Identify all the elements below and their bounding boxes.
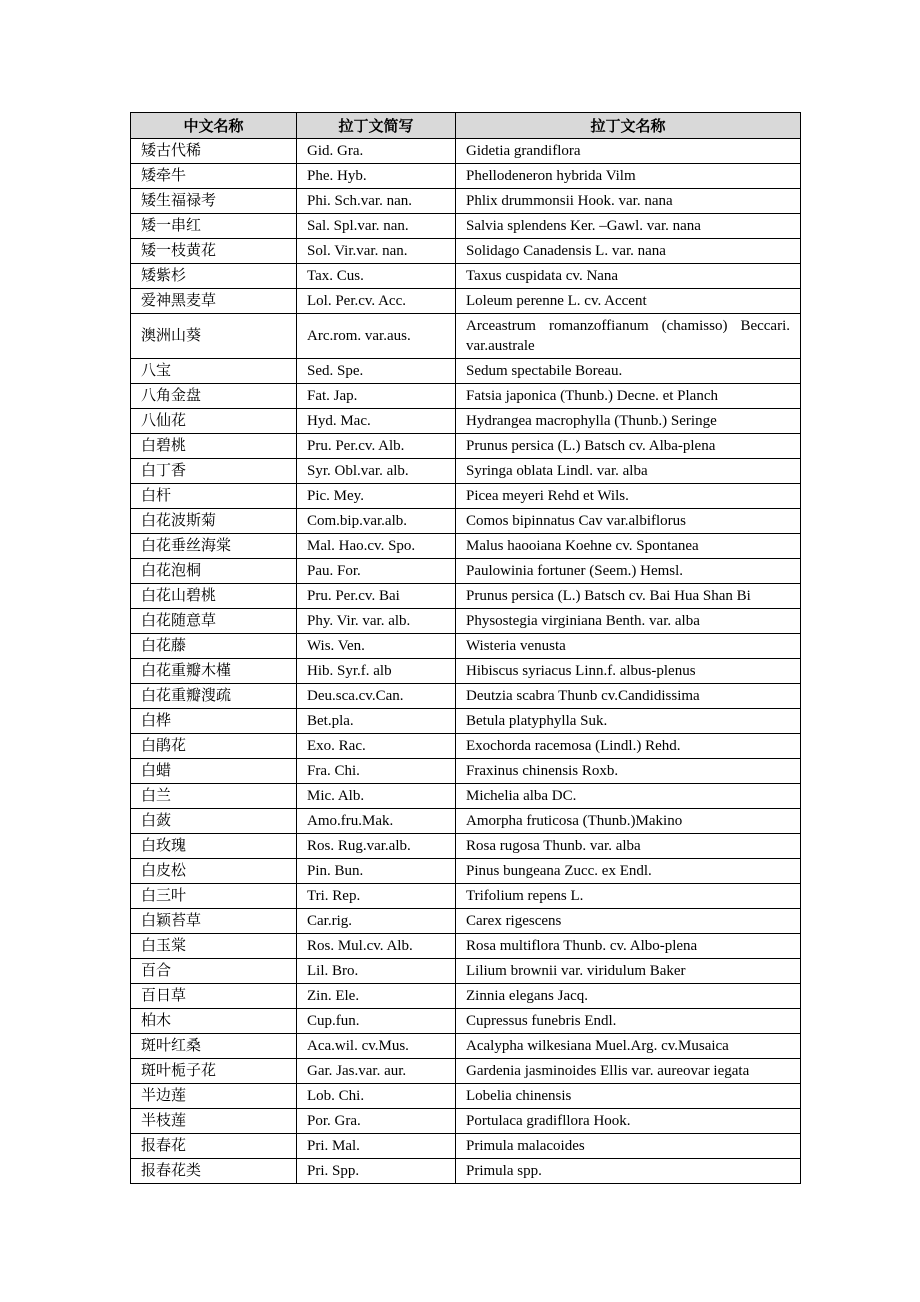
chinese-name-cell: 澳洲山葵 [131,314,297,359]
latin-name-cell: Gardenia jasminoides Ellis var. aureovar iegata [456,1059,801,1084]
latin-abbreviation-cell: Pin. Bun. [297,859,456,884]
table-row [131,1034,801,1059]
chinese-name-cell: 白玫瑰 [131,834,297,859]
latin-abbreviation-cell: Zin. Ele. [297,984,456,1009]
latin-abbreviation-cell: Pau. For. [297,559,456,584]
latin-name-cell: Exochorda racemosa (Lindl.) Rehd. [456,734,801,759]
chinese-name-cell: 矮生福禄考 [131,189,297,214]
latin-name-cell: Portulaca gradifllora Hook. [456,1109,801,1134]
latin-abbreviation-cell: Ros. Mul.cv. Alb. [297,934,456,959]
latin-name-cell: Phlix drummonsii Hook. var. nana [456,189,801,214]
latin-abbreviation-cell: Por. Gra. [297,1109,456,1134]
latin-abbreviation-cell: Pru. Per.cv. Bai [297,584,456,609]
chinese-name-cell: 矮牵牛 [131,164,297,189]
table-row [131,684,801,709]
latin-name-cell: Hibiscus syriacus Linn.f. albus-plenus [456,659,801,684]
chinese-name-cell: 矮一串红 [131,214,297,239]
latin-abbreviation-cell: Pri. Mal. [297,1134,456,1159]
table-body [131,139,801,1184]
column-header-latin-name: 拉丁文名称 [456,113,801,139]
latin-abbreviation-cell: Fra. Chi. [297,759,456,784]
chinese-name-cell: 白花随意草 [131,609,297,634]
latin-name-cell: Sedum spectabile Boreau. [456,359,801,384]
chinese-name-cell: 白花山碧桃 [131,584,297,609]
latin-name-cell: Picea meyeri Rehd et Wils. [456,484,801,509]
latin-name-cell: Wisteria venusta [456,634,801,659]
table-row [131,214,801,239]
latin-abbreviation-cell: Sed. Spe. [297,359,456,384]
table-row [131,759,801,784]
latin-abbreviation-cell: Cup.fun. [297,1009,456,1034]
latin-name-cell: Fraxinus chinensis Roxb. [456,759,801,784]
chinese-name-cell: 斑叶栀子花 [131,1059,297,1084]
latin-abbreviation-cell: Car.rig. [297,909,456,934]
column-header-latin-abbreviation: 拉丁文简写 [297,113,456,139]
latin-name-cell: Carex rigescens [456,909,801,934]
latin-name-cell: Primula spp. [456,1159,801,1184]
chinese-name-cell: 白颖苔草 [131,909,297,934]
latin-abbreviation-cell: Wis. Ven. [297,634,456,659]
table-row [131,1059,801,1084]
chinese-name-cell: 矮古代稀 [131,139,297,164]
latin-name-cell: Salvia splendens Ker. –Gawl. var. nana [456,214,801,239]
chinese-name-cell: 白花重瓣溲疏 [131,684,297,709]
latin-abbreviation-cell: Deu.sca.cv.Can. [297,684,456,709]
table-row [131,909,801,934]
table-row [131,984,801,1009]
latin-abbreviation-cell: Phi. Sch.var. nan. [297,189,456,214]
latin-name-cell: Syringa oblata Lindl. var. alba [456,459,801,484]
latin-abbreviation-cell: Pri. Spp. [297,1159,456,1184]
chinese-name-cell: 矮紫杉 [131,264,297,289]
table-row [131,834,801,859]
latin-name-cell: Comos bipinnatus Cav var.albiflorus [456,509,801,534]
table-row [131,534,801,559]
table-row [131,384,801,409]
chinese-name-cell: 白花波斯菊 [131,509,297,534]
latin-name-cell: Betula platyphylla Suk. [456,709,801,734]
latin-name-cell: Deutzia scabra Thunb cv.Candidissima [456,684,801,709]
chinese-name-cell: 白丁香 [131,459,297,484]
chinese-name-cell: 报春花 [131,1134,297,1159]
chinese-name-cell: 白花重瓣木槿 [131,659,297,684]
latin-name-cell: Fatsia japonica (Thunb.) Decne. et Planch [456,384,801,409]
table-row [131,264,801,289]
latin-name-cell: Prunus persica (L.) Batsch cv. Bai Hua Shan Bi [456,584,801,609]
chinese-name-cell: 爱神黑麦草 [131,289,297,314]
latin-name-cell: Rosa multiflora Thunb. cv. Albo-plena [456,934,801,959]
chinese-name-cell: 斑叶红桑 [131,1034,297,1059]
table-row [131,609,801,634]
chinese-name-cell: 报春花类 [131,1159,297,1184]
latin-abbreviation-cell: Lob. Chi. [297,1084,456,1109]
chinese-name-cell: 白桦 [131,709,297,734]
latin-abbreviation-cell: Tax. Cus. [297,264,456,289]
table-row [131,884,801,909]
chinese-name-cell: 白花泡桐 [131,559,297,584]
table-row [131,1159,801,1184]
chinese-name-cell: 百日草 [131,984,297,1009]
chinese-name-cell: 白杆 [131,484,297,509]
latin-name-cell: Pinus bungeana Zucc. ex Endl. [456,859,801,884]
table-row [131,359,801,384]
latin-abbreviation-cell: Gar. Jas.var. aur. [297,1059,456,1084]
table-row [131,139,801,164]
latin-abbreviation-cell: Lol. Per.cv. Acc. [297,289,456,314]
latin-name-cell: Loleum perenne L. cv. Accent [456,289,801,314]
table-row [131,1009,801,1034]
latin-name-cell: Lobelia chinensis [456,1084,801,1109]
chinese-name-cell: 半边莲 [131,1084,297,1109]
latin-name-cell: Amorpha fruticosa (Thunb.)Makino [456,809,801,834]
latin-abbreviation-cell: Bet.pla. [297,709,456,734]
chinese-name-cell: 白花垂丝海棠 [131,534,297,559]
latin-name-cell: Hydrangea macrophylla (Thunb.) Seringe [456,409,801,434]
table-row [131,434,801,459]
latin-abbreviation-cell: Sal. Spl.var. nan. [297,214,456,239]
table-row [131,734,801,759]
table-row [131,559,801,584]
chinese-name-cell: 白兰 [131,784,297,809]
latin-name-cell: Zinnia elegans Jacq. [456,984,801,1009]
chinese-name-cell: 白三叶 [131,884,297,909]
table-row [131,164,801,189]
latin-abbreviation-cell: Com.bip.var.alb. [297,509,456,534]
table-row [131,959,801,984]
chinese-name-cell: 八仙花 [131,409,297,434]
table-header-row [131,113,801,139]
table-row [131,784,801,809]
table-row [131,239,801,264]
latin-abbreviation-cell: Arc.rom. var.aus. [297,314,456,359]
latin-abbreviation-cell: Phe. Hyb. [297,164,456,189]
latin-name-cell: Arceastrum romanzoffianum (chamisso) Beccari. var.australe [456,314,801,359]
table-row [131,189,801,214]
latin-name-cell: Gidetia grandiflora [456,139,801,164]
table-row [131,634,801,659]
table-row [131,859,801,884]
chinese-name-cell: 半枝莲 [131,1109,297,1134]
table-row [131,1084,801,1109]
chinese-name-cell: 白碧桃 [131,434,297,459]
latin-name-cell: Malus haooiana Koehne cv. Spontanea [456,534,801,559]
table-row [131,1134,801,1159]
latin-abbreviation-cell: Tri. Rep. [297,884,456,909]
chinese-name-cell: 八宝 [131,359,297,384]
latin-abbreviation-cell: Amo.fru.Mak. [297,809,456,834]
table-row [131,289,801,314]
latin-name-cell: Solidago Canadensis L. var. nana [456,239,801,264]
latin-abbreviation-cell: Pru. Per.cv. Alb. [297,434,456,459]
chinese-name-cell: 八角金盘 [131,384,297,409]
chinese-name-cell: 白皮松 [131,859,297,884]
latin-name-cell: Trifolium repens L. [456,884,801,909]
latin-name-cell: Primula malacoides [456,1134,801,1159]
column-header-chinese-name: 中文名称 [131,113,297,139]
latin-abbreviation-cell: Syr. Obl.var. alb. [297,459,456,484]
latin-abbreviation-cell: Exo. Rac. [297,734,456,759]
table-row [131,484,801,509]
chinese-name-cell: 柏木 [131,1009,297,1034]
latin-abbreviation-cell: Mic. Alb. [297,784,456,809]
latin-name-cell: Rosa rugosa Thunb. var. alba [456,834,801,859]
latin-name-cell: Prunus persica (L.) Batsch cv. Alba-plena [456,434,801,459]
latin-name-cell: Phellodeneron hybrida Vilm [456,164,801,189]
chinese-name-cell: 白花藤 [131,634,297,659]
table-row [131,509,801,534]
latin-abbreviation-cell: Ros. Rug.var.alb. [297,834,456,859]
table-row [131,659,801,684]
table-row [131,409,801,434]
latin-name-cell: Physostegia virginiana Benth. var. alba [456,609,801,634]
latin-abbreviation-cell: Pic. Mey. [297,484,456,509]
table-row [131,809,801,834]
latin-name-cell: Taxus cuspidata cv. Nana [456,264,801,289]
latin-abbreviation-cell: Mal. Hao.cv. Spo. [297,534,456,559]
latin-abbreviation-cell: Hib. Syr.f. alb [297,659,456,684]
table-row [131,934,801,959]
latin-abbreviation-cell: Sol. Vir.var. nan. [297,239,456,264]
chinese-name-cell: 白蔹 [131,809,297,834]
table-row [131,1109,801,1134]
latin-abbreviation-cell: Hyd. Mac. [297,409,456,434]
chinese-name-cell: 矮一枝黄花 [131,239,297,264]
latin-abbreviation-cell: Fat. Jap. [297,384,456,409]
table-row [131,459,801,484]
latin-name-cell: Michelia alba DC. [456,784,801,809]
plant-names-table [130,112,801,1184]
chinese-name-cell: 白玉棠 [131,934,297,959]
latin-name-cell: Paulowinia fortuner (Seem.) Hemsl. [456,559,801,584]
latin-abbreviation-cell: Lil. Bro. [297,959,456,984]
chinese-name-cell: 白鹃花 [131,734,297,759]
latin-abbreviation-cell: Phy. Vir. var. alb. [297,609,456,634]
chinese-name-cell: 百合 [131,959,297,984]
table-row [131,314,801,359]
table-row [131,709,801,734]
latin-name-cell: Cupressus funebris Endl. [456,1009,801,1034]
latin-abbreviation-cell: Aca.wil. cv.Mus. [297,1034,456,1059]
latin-name-cell: Acalypha wilkesiana Muel.Arg. cv.Musaica [456,1034,801,1059]
table-row [131,584,801,609]
latin-abbreviation-cell: Gid. Gra. [297,139,456,164]
chinese-name-cell: 白蜡 [131,759,297,784]
latin-name-cell: Lilium brownii var. viridulum Baker [456,959,801,984]
